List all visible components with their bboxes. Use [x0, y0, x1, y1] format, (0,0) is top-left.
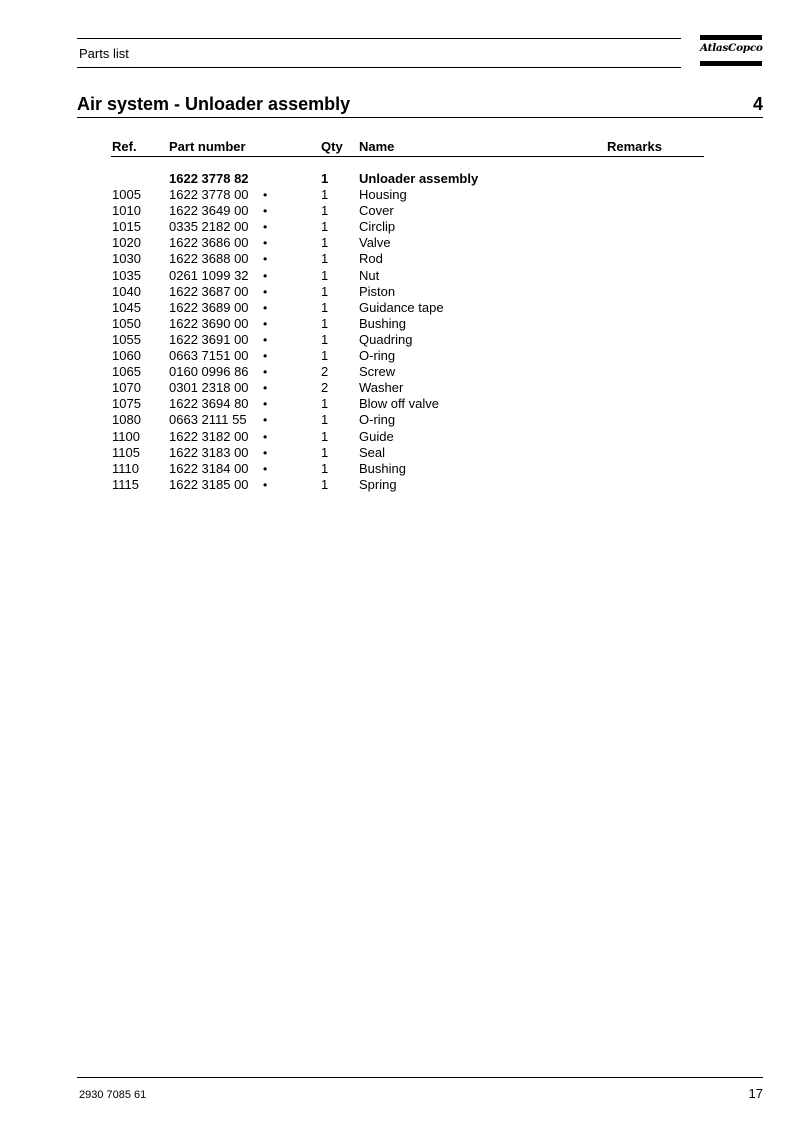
part-qty: 1: [321, 187, 329, 203]
part-qty: 1: [321, 203, 329, 219]
part-name: Washer: [359, 380, 404, 396]
part-ref: 1040: [112, 283, 141, 299]
table-row: [0, 396, 800, 412]
part-qty: 2: [321, 380, 329, 396]
part-number: 1622 3688 00: [169, 251, 249, 267]
part-qty: 1: [321, 283, 329, 299]
part-marker: •: [263, 204, 268, 219]
part-ref: 1110: [112, 460, 139, 476]
table-row: [0, 445, 800, 461]
part-ref: 1115: [112, 476, 139, 492]
part-marker: •: [263, 300, 268, 315]
table-row: [0, 251, 800, 267]
part-number: 1622 3691 00: [169, 331, 249, 347]
part-marker: •: [263, 349, 268, 364]
part-qty: 1: [321, 251, 329, 267]
header-bottom-rule: [77, 67, 681, 68]
column-header-name: Name: [359, 139, 395, 154]
atlas-copco-logo: [700, 35, 762, 66]
part-name: Rod: [359, 251, 383, 267]
part-number: 0335 2182 00: [169, 219, 249, 235]
part-qty: 1: [321, 299, 329, 315]
part-number: 1622 3649 00: [169, 203, 249, 219]
part-qty: 1: [321, 348, 329, 364]
part-ref: 1060: [112, 348, 141, 364]
part-ref: 1030: [112, 251, 141, 267]
table-row: [0, 364, 800, 380]
part-name: Cover: [359, 203, 394, 219]
part-marker: •: [263, 477, 268, 492]
part-number: 0261 1099 32: [169, 267, 249, 283]
part-marker: •: [263, 188, 268, 203]
part-ref: 1070: [112, 380, 141, 396]
part-name: Unloader assembly: [359, 171, 479, 186]
part-ref: 1015: [112, 219, 141, 235]
document-number: 2930 7085 61: [79, 1089, 147, 1101]
logo-top-bar: [700, 35, 762, 40]
part-marker: •: [263, 236, 268, 251]
part-ref: 1075: [112, 396, 141, 412]
footer-rule: [77, 1077, 763, 1078]
part-name: Quadring: [359, 331, 413, 347]
table-row: [0, 268, 800, 284]
part-number: 1622 3778 00: [169, 187, 249, 203]
part-ref: 1045: [112, 299, 141, 315]
part-marker: •: [263, 445, 268, 460]
part-marker: •: [263, 284, 268, 299]
part-name: Guide: [359, 428, 394, 444]
table-row: [0, 348, 800, 364]
part-name: Guidance tape: [359, 299, 444, 315]
part-name: Circlip: [359, 219, 396, 235]
column-header-ref: Ref.: [112, 139, 137, 154]
column-header-part-number: Part number: [169, 139, 246, 154]
part-number: 1622 3182 00: [169, 428, 249, 444]
header-top-rule: [77, 38, 681, 39]
part-name: Seal: [359, 444, 386, 460]
part-ref: 1010: [112, 203, 141, 219]
part-qty: 1: [321, 444, 329, 460]
part-name: Housing: [359, 187, 407, 203]
table-row: [0, 461, 800, 477]
part-qty: 1: [321, 412, 329, 428]
part-ref: 1080: [112, 412, 141, 428]
part-name: Nut: [359, 267, 380, 283]
column-header-remarks: Remarks: [607, 139, 662, 154]
header-label: Parts list: [79, 46, 129, 61]
table-row: [0, 284, 800, 300]
table-header-rule: [111, 156, 704, 157]
part-name: O-ring: [359, 348, 396, 364]
part-ref: 1100: [112, 428, 140, 444]
part-number: 1622 3184 00: [169, 460, 249, 476]
part-number: 1622 3183 00: [169, 444, 249, 460]
column-header-qty: Qty: [321, 139, 343, 154]
part-name: Piston: [359, 283, 396, 299]
part-number: 1622 3689 00: [169, 299, 249, 315]
part-number: 1622 3694 80: [169, 396, 249, 412]
section-number: 4: [752, 94, 763, 114]
part-qty: 1: [321, 396, 329, 412]
part-qty: 1: [321, 267, 329, 283]
part-ref: 1065: [112, 364, 141, 380]
part-marker: •: [263, 332, 268, 347]
table-row: [0, 235, 800, 251]
part-marker: •: [263, 397, 268, 412]
part-marker: •: [263, 252, 268, 267]
part-ref: 1005: [112, 187, 141, 203]
table-row: [0, 219, 800, 235]
table-row: [0, 300, 800, 316]
logo-wordmark: AtlasCopco: [700, 42, 763, 54]
part-name: Blow off valve: [359, 396, 439, 412]
part-number: 1622 3687 00: [169, 283, 249, 299]
table-row: [0, 429, 800, 445]
table-row: [0, 187, 800, 203]
parts-table-body: [0, 171, 800, 493]
part-ref: 1020: [112, 235, 141, 251]
part-marker: •: [263, 220, 268, 235]
part-number: 1622 3686 00: [169, 235, 249, 251]
part-number: 0663 2111 55: [169, 412, 247, 428]
part-marker: •: [263, 381, 268, 396]
section-title: Air system - Unloader assembly: [77, 94, 351, 114]
table-row: [0, 412, 800, 428]
part-number: 1622 3690 00: [169, 315, 249, 331]
part-qty: 1: [321, 235, 329, 251]
part-marker: •: [263, 413, 268, 428]
part-marker: •: [263, 316, 268, 331]
part-number: 1622 3185 00: [169, 476, 249, 492]
part-name: O-ring: [359, 412, 396, 428]
part-number: 1622 3778 82: [169, 171, 249, 186]
part-name: Bushing: [359, 315, 406, 331]
part-name: Screw: [359, 364, 396, 380]
part-qty: 1: [321, 476, 329, 492]
part-qty: 1: [321, 171, 329, 186]
part-number: 0663 7151 00: [169, 348, 249, 364]
table-row: [0, 203, 800, 219]
logo-bottom-bar: [700, 61, 762, 66]
table-row: [0, 477, 800, 493]
part-name: Valve: [359, 235, 391, 251]
part-marker: •: [263, 365, 268, 380]
part-marker: •: [263, 429, 268, 444]
part-name: Spring: [359, 476, 397, 492]
part-number: 0301 2318 00: [169, 380, 249, 396]
page-number: 17: [748, 1086, 763, 1101]
part-ref: 1105: [112, 444, 140, 460]
part-qty: 2: [321, 364, 329, 380]
part-ref: 1050: [112, 315, 141, 331]
part-qty: 1: [321, 331, 329, 347]
table-row: [0, 380, 800, 396]
part-marker: •: [263, 461, 268, 476]
section-rule: [77, 117, 763, 118]
part-qty: 1: [321, 219, 329, 235]
part-ref: 1035: [112, 267, 141, 283]
table-row: [0, 332, 800, 348]
part-name: Bushing: [359, 460, 406, 476]
part-marker: •: [263, 268, 268, 283]
table-row: [0, 316, 800, 332]
part-ref: 1055: [112, 331, 141, 347]
part-qty: 1: [321, 428, 329, 444]
part-number: 0160 0996 86: [169, 364, 249, 380]
part-qty: 1: [321, 315, 329, 331]
part-qty: 1: [321, 460, 329, 476]
parts-table-header: [0, 139, 800, 155]
table-row: [0, 171, 800, 187]
